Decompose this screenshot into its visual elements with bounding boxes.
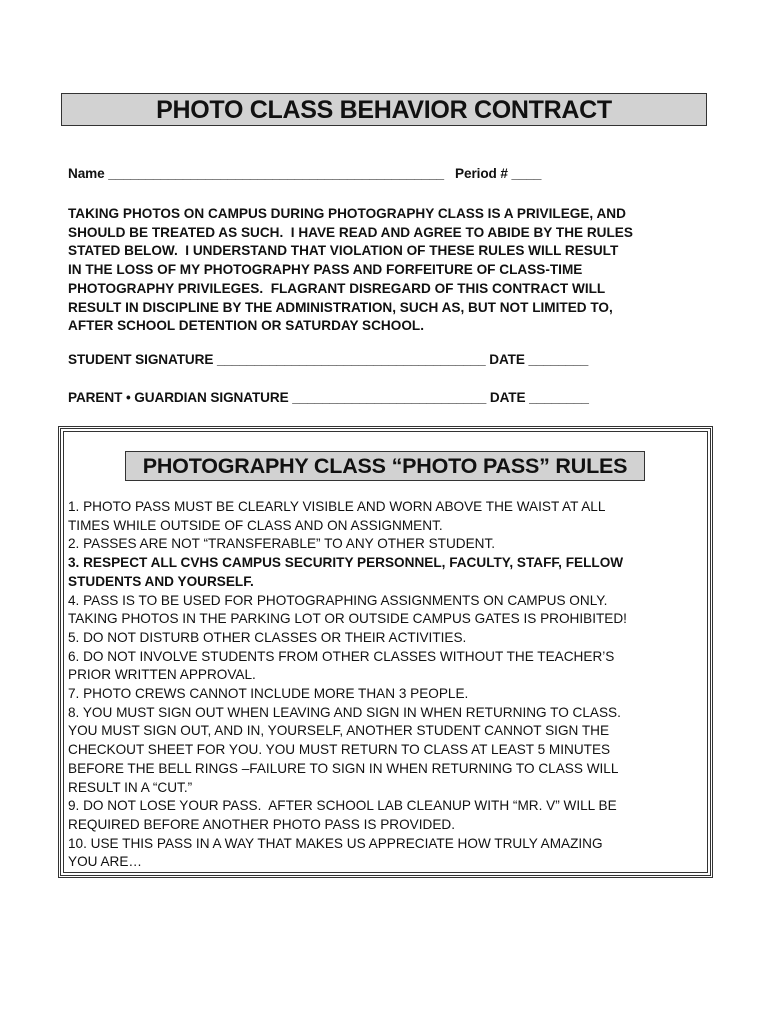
paragraph-line: PHOTOGRAPHY PRIVILEGES. FLAGRANT DISREGARD OF THIS CONTRACT WILL [68, 280, 606, 296]
rule-line: TAKING PHOTOS IN THE PARKING LOT OR OUTSIDE CAMPUS GATES IS PROHIBITED! [68, 611, 627, 627]
rule-line: RESULT IN A “CUT.” [68, 779, 193, 795]
rule-line-bold: 3. RESPECT ALL CVHS CAMPUS SECURITY PERSONNEL, FACULTY, STAFF, FELLOW [68, 555, 624, 571]
contract-title: PHOTO CLASS BEHAVIOR CONTRACT [156, 96, 612, 124]
rules-title-box [125, 451, 645, 481]
rule-line: 1. PHOTO PASS MUST BE CLEARLY VISIBLE AND WORN ABOVE THE WAIST AT ALL [68, 499, 606, 514]
rule-line: 10. USE THIS PASS IN A WAY THAT MAKES US APPRECIATE HOW TRULY AMAZING [68, 835, 603, 851]
rule-line: YOU ARE… [68, 854, 143, 870]
rules-list [68, 498, 708, 872]
rule-line: 8. YOU MUST SIGN OUT WHEN LEAVING AND SIGN IN WHEN RETURNING TO CLASS. [68, 704, 621, 720]
paragraph-line: AFTER SCHOOL DETENTION OR SATURDAY SCHOOL. [68, 318, 424, 334]
rule-line: TIMES WHILE OUTSIDE OF CLASS AND ON ASSIGNMENT. [68, 517, 443, 533]
rule-line: 7. PHOTO CREWS CANNOT INCLUDE MORE THAN 3 PEOPLE. [68, 686, 469, 702]
rule-line: BEFORE THE BELL RINGS –FAILURE TO SIGN IN WHEN RETURNING TO CLASS WILL [68, 760, 619, 776]
contract-paragraph [68, 205, 708, 336]
rule-line: YOU MUST SIGN OUT, AND IN, YOURSELF, ANOTHER STUDENT CANNOT SIGN THE [68, 723, 610, 739]
parent-signature-line: PARENT • GUARDIAN SIGNATURE __________________________ DATE ________ [68, 390, 589, 405]
paragraph-line: STATED BELOW. I UNDERSTAND THAT VIOLATION OF THESE RULES WILL RESULT [68, 243, 619, 259]
contract-title-box [61, 93, 707, 126]
rule-line: REQUIRED BEFORE ANOTHER PHOTO PASS IS PROVIDED. [68, 816, 455, 832]
rule-line-bold: STUDENTS AND YOURSELF. [68, 573, 254, 589]
rule-line: PRIOR WRITTEN APPROVAL. [68, 667, 256, 683]
rule-line: 9. DO NOT LOSE YOUR PASS. AFTER SCHOOL LAB CLEANUP WITH “MR. V” WILL BE [68, 798, 617, 814]
paragraph-line: RESULT IN DISCIPLINE BY THE ADMINISTRATION, SUCH AS, BUT NOT LIMITED TO, [68, 299, 613, 315]
student-signature-line: STUDENT SIGNATURE ____________________________________ DATE ________ [68, 352, 589, 367]
rule-line: 2. PASSES ARE NOT “TRANSFERABLE” TO ANY OTHER STUDENT. [68, 536, 496, 552]
rules-title: PHOTOGRAPHY CLASS “PHOTO PASS” RULES [142, 454, 628, 478]
paragraph-line: SHOULD BE TREATED AS SUCH. I HAVE READ AND AGREE TO ABIDE BY THE RULES [68, 224, 633, 240]
name-period-line: Name _____________________________________________ Period # ____ [68, 166, 542, 181]
rule-line: 4. PASS IS TO BE USED FOR PHOTOGRAPHING ASSIGNMENTS ON CAMPUS ONLY. [68, 592, 608, 608]
paragraph-line: TAKING PHOTOS ON CAMPUS DURING PHOTOGRAPHY CLASS IS A PRIVILEGE, AND [68, 206, 626, 221]
rule-line: 6. DO NOT INVOLVE STUDENTS FROM OTHER CLASSES WITHOUT THE TEACHER’S [68, 648, 615, 664]
rule-line: CHECKOUT SHEET FOR YOU. YOU MUST RETURN TO CLASS AT LEAST 5 MINUTES [68, 742, 611, 758]
rule-line: 5. DO NOT DISTURB OTHER CLASSES OR THEIR ACTIVITIES. [68, 629, 467, 645]
paragraph-line: IN THE LOSS OF MY PHOTOGRAPHY PASS AND FORFEITURE OF CLASS-TIME [68, 262, 583, 278]
